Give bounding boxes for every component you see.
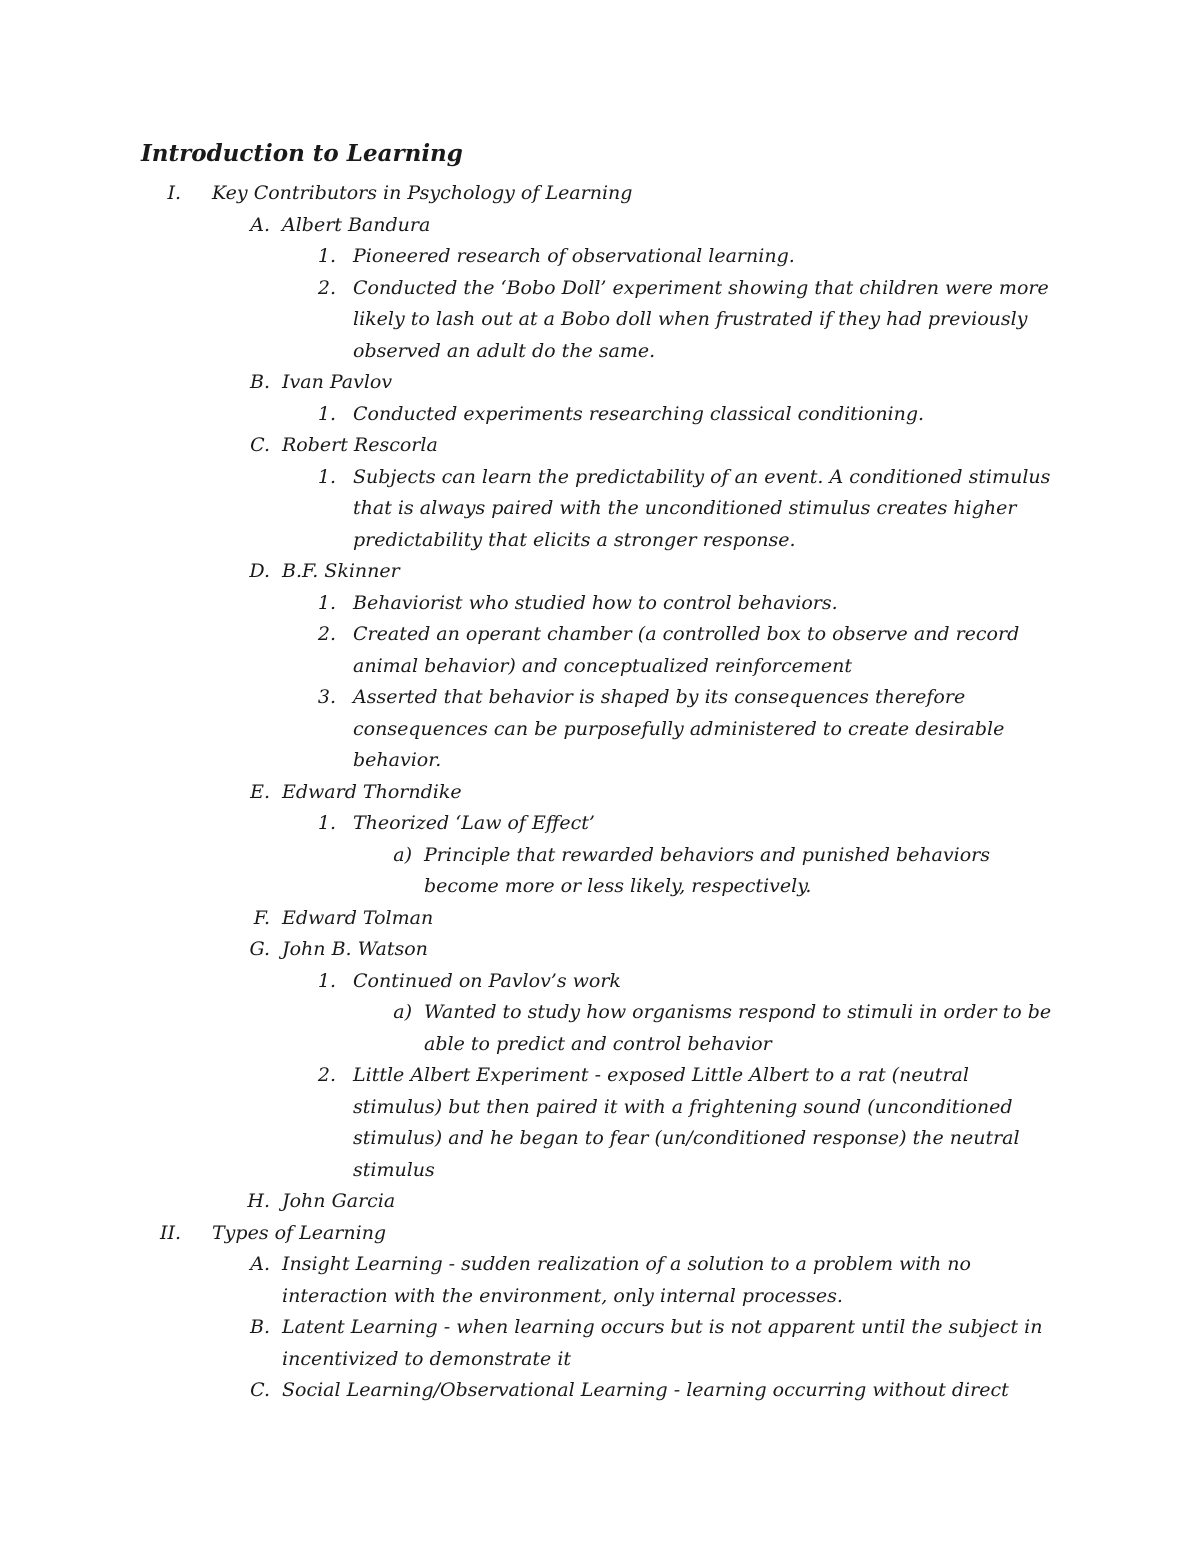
point-text: Subjects can learn the predictability of an event. A conditioned stimulus (353, 466, 1051, 488)
outline-item-continuation: become more or less likely, respectively. (424, 875, 812, 897)
subpoint-text: Principle that rewarded behaviors and punished behaviors (424, 844, 990, 866)
contributor-name: Albert Bandura (282, 214, 431, 236)
point-text: Theorized ‘Law of Effect’ (353, 812, 595, 834)
subpoint-marker: a) (393, 844, 412, 866)
outline-item-continuation: predictability that elicits a stronger response. (353, 529, 796, 551)
point-marker: 2. (317, 277, 336, 299)
item-marker: D. (249, 560, 270, 582)
contributor-name: John B. Watson (282, 938, 428, 960)
outline-item-continuation: behavior. (353, 749, 442, 771)
point-text: Asserted that behavior is shaped by its consequences therefore (353, 686, 966, 708)
point-marker: 1. (317, 592, 336, 614)
item-marker: C. (250, 1379, 270, 1401)
item-marker: E. (250, 781, 270, 803)
point-text: Created an operant chamber (a controlled box to observe and record (353, 623, 1020, 645)
item-marker: A. (250, 214, 270, 236)
outline-item-continuation: that is always paired with the unconditioned stimulus creates higher (353, 497, 1017, 519)
point-marker: 3. (317, 686, 336, 708)
outline-item-continuation: observed an adult do the same. (353, 340, 656, 362)
contributor-name: Robert Rescorla (282, 434, 438, 456)
item-marker: H. (247, 1190, 270, 1212)
contributor-name: Ivan Pavlov (282, 371, 393, 393)
point-marker: 2. (317, 1064, 336, 1086)
outline-item-continuation: stimulus) but then paired it with a frightening sound (unconditioned (353, 1096, 1013, 1118)
point-text: Behaviorist who studied how to control behaviors. (353, 592, 838, 614)
learning-type-text: Social Learning/Observational Learning - learning occurring without direct (282, 1379, 1009, 1401)
section-marker: II. (159, 1222, 181, 1244)
outline-item-continuation: stimulus) and he began to fear (un/conditioned response) the neutral (353, 1127, 1020, 1149)
document-title: Introduction to Learning (141, 140, 463, 167)
outline-item-continuation: stimulus (353, 1159, 435, 1181)
point-text: Little Albert Experiment - exposed Little Albert to a rat (neutral (353, 1064, 969, 1086)
point-marker: 1. (317, 403, 336, 425)
item-marker: G. (249, 938, 270, 960)
contributor-name: Edward Thorndike (282, 781, 462, 803)
item-marker: C. (250, 434, 270, 456)
point-marker: 1. (317, 970, 336, 992)
section-heading: Types of Learning (212, 1222, 387, 1244)
point-text: Continued on Pavlov’s work (353, 970, 621, 992)
point-text: Conducted the ‘Bobo Doll’ experiment showing that children were more (353, 277, 1049, 299)
section-heading: Key Contributors in Psychology of Learning (212, 182, 633, 204)
outline-item-continuation: consequences can be purposefully administered to create desirable (353, 718, 1005, 740)
outline-item-continuation: incentivized to demonstrate it (282, 1348, 572, 1370)
point-marker: 1. (317, 245, 336, 267)
item-marker: B. (249, 371, 270, 393)
point-marker: 1. (317, 466, 336, 488)
contributor-name: John Garcia (282, 1190, 396, 1212)
section-marker: I. (167, 182, 181, 204)
item-marker: A. (250, 1253, 270, 1275)
point-text: Pioneered research of observational learning. (353, 245, 795, 267)
learning-type-text: Insight Learning - sudden realization of a solution to a problem with no (282, 1253, 971, 1275)
outline-item-continuation: able to predict and control behavior (424, 1033, 772, 1055)
contributor-name: Edward Tolman (282, 907, 434, 929)
point-marker: 1. (317, 812, 336, 834)
outline-item-continuation: interaction with the environment, only internal processes. (282, 1285, 843, 1307)
outline-item-continuation: likely to lash out at a Bobo doll when frustrated if they had previously (353, 308, 1028, 330)
point-text: Conducted experiments researching classical conditioning. (353, 403, 925, 425)
learning-type-text: Latent Learning - when learning occurs but is not apparent until the subject in (282, 1316, 1043, 1338)
subpoint-marker: a) (393, 1001, 412, 1023)
subpoint-text: Wanted to study how organisms respond to stimuli in order to be (424, 1001, 1052, 1023)
item-marker: B. (249, 1316, 270, 1338)
item-marker: F. (253, 907, 270, 929)
point-marker: 2. (317, 623, 336, 645)
contributor-name: B.F. Skinner (282, 560, 400, 582)
outline-item-continuation: animal behavior) and conceptualized reinforcement (353, 655, 853, 677)
